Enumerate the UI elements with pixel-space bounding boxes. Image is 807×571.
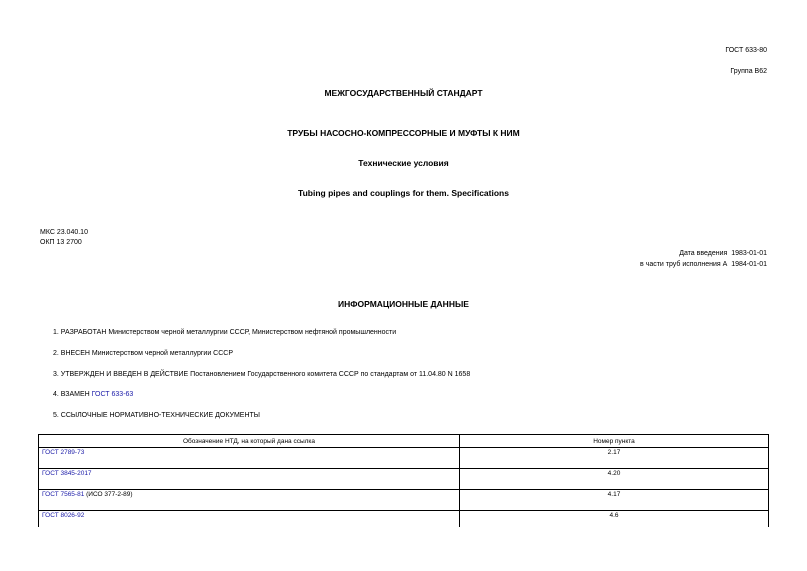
document-subtitle: Технические условия bbox=[358, 158, 449, 168]
info-item-3: 3. УТВЕРЖДЕН И ВВЕДЕН В ДЕЙСТВИЕ Постановлением Государственного комитета СССР по стандартам от 11.04.80 N 1658 bbox=[53, 371, 471, 378]
info-item-4-prefix: 4. ВЗАМЕН bbox=[53, 391, 90, 398]
column-header-document: Обозначение НТД, на который дана ссылка bbox=[39, 435, 460, 448]
table-cell-document bbox=[39, 490, 460, 511]
info-item-5: 5. ССЫЛОЧНЫЕ НОРМАТИВНО-ТЕХНИЧЕСКИЕ ДОКУМЕНТЫ bbox=[53, 412, 260, 419]
table-cell-document bbox=[39, 469, 460, 490]
info-item-1: 1. РАЗРАБОТАН Министерством черной металлургии СССР, Министерством нефтяной промышленности bbox=[53, 329, 397, 336]
table-row bbox=[39, 511, 769, 528]
table-row bbox=[39, 490, 769, 511]
gost-2789-73-link[interactable]: ГОСТ 2789-73 bbox=[42, 449, 85, 456]
table-cell-item-number: 2.17 bbox=[460, 448, 769, 469]
references-table bbox=[38, 434, 769, 527]
table-cell-item-number: 4.20 bbox=[460, 469, 769, 490]
table-header-row bbox=[39, 435, 769, 448]
column-header-item-number: Номер пункта bbox=[460, 435, 769, 448]
mks-code: МКС 23.040.10 bbox=[40, 229, 88, 236]
table-cell-document bbox=[39, 511, 460, 528]
table-cell-document bbox=[39, 448, 460, 469]
gost-8026-92-link[interactable]: ГОСТ 8026-92 bbox=[42, 512, 85, 519]
document-note: (ИСО 377-2-89) bbox=[84, 491, 133, 498]
okp-code: ОКП 13 2700 bbox=[40, 239, 82, 246]
table-row bbox=[39, 448, 769, 469]
document-title: ТРУБЫ НАСОСНО-КОМПРЕССОРНЫЕ И МУФТЫ К НИМ bbox=[287, 128, 520, 138]
standard-type: МЕЖГОСУДАРСТВЕННЫЙ СТАНДАРТ bbox=[324, 88, 483, 98]
variant-date-value: 1984-01-01 bbox=[731, 261, 767, 268]
info-heading: ИНФОРМАЦИОННЫЕ ДАННЫЕ bbox=[338, 299, 469, 309]
table-cell-item-number: 4.6 bbox=[460, 511, 769, 528]
table-cell-item-number: 4.17 bbox=[460, 490, 769, 511]
gost-3845-2017-link[interactable]: ГОСТ 3845-2017 bbox=[42, 470, 92, 477]
variant-date-label: в части труб исполнения А bbox=[640, 261, 728, 268]
info-item-4 bbox=[53, 391, 133, 398]
variant-date bbox=[640, 261, 767, 268]
intro-date bbox=[679, 250, 767, 257]
info-item-2: 2. ВНЕСЕН Министерством черной металлургии СССР bbox=[53, 350, 234, 357]
group-code: Группа В62 bbox=[730, 68, 767, 75]
doc-code: ГОСТ 633-80 bbox=[725, 47, 767, 54]
gost-633-63-link[interactable]: ГОСТ 633-63 bbox=[91, 391, 134, 398]
intro-date-value: 1983-01-01 bbox=[731, 250, 767, 257]
intro-date-label: Дата введения bbox=[679, 250, 728, 257]
gost-7565-81-link[interactable]: ГОСТ 7565-81 bbox=[42, 491, 85, 498]
document-title-en: Tubing pipes and couplings for them. Specifications bbox=[298, 188, 509, 198]
table-row bbox=[39, 469, 769, 490]
